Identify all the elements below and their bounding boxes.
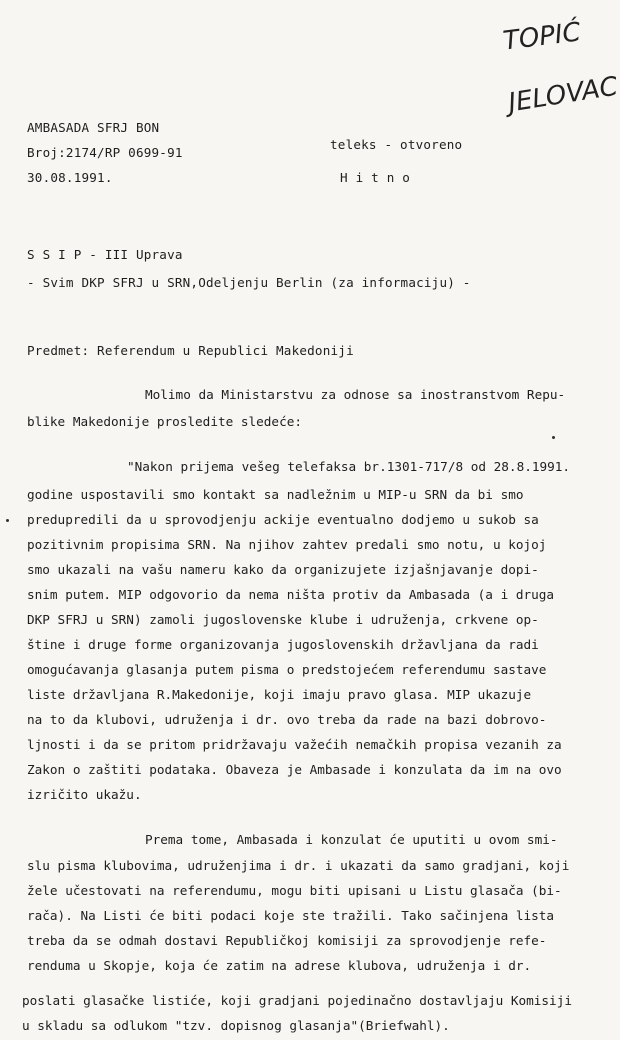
paragraph-line: žele učestovati na referendumu, mogu biti upisani u Listu glasača (bi- bbox=[27, 883, 562, 898]
quote-line: godine uspostavili smo kontakt sa nadležnim u MIP-u SRN da bi smo bbox=[27, 487, 524, 502]
quote-line: DKP SFRJ u SRN) zamoli jugoslovenske klube i udruženja, crkvene op- bbox=[27, 612, 539, 627]
recipient-line1: S S I P - III Uprava bbox=[27, 247, 183, 262]
reference-number: Broj:2174/RP 0699-91 bbox=[27, 145, 183, 160]
quote-line: pozitivnim propisima SRN. Na njihov zahtev predali smo notu, u kojoj bbox=[27, 537, 547, 552]
quote-line: omogućavanja glasanja putem pisma o predstojećem referendumu sastave bbox=[27, 662, 547, 677]
quote-line: liste državljana R.Makedonije, koji imaju pravo glasa. MIP ukazuje bbox=[27, 687, 532, 702]
sender-line: AMBASADA SFRJ BON bbox=[27, 120, 160, 135]
quote-line: smo ukazali na vašu nameru kako da organizujete izjašnjavanje dopi- bbox=[27, 562, 539, 577]
recipient-line2: - Svim DKP SFRJ u SRN,Odeljenju Berlin (za informaciju) - bbox=[27, 275, 471, 290]
quote-line: na to da klubovi, udruženja i dr. ovo treba da rade na bazi dobrovo- bbox=[27, 712, 547, 727]
paragraph-line: renduma u Skopje, koja će zatim na adrese klubova, udruženja i dr. bbox=[27, 958, 532, 973]
quote-line: Zakon o zaštiti podataka. Obaveza je Ambasade i konzulata da im na ovo bbox=[27, 762, 562, 777]
ink-dot-mark bbox=[552, 436, 555, 439]
handwritten-note-line2: JELOVAC bbox=[506, 71, 620, 119]
quote-line: ljnosti i da se pritom pridržavaju važećih nemačkih propisa vezanih za bbox=[27, 737, 562, 752]
paragraph-line: u skladu sa odlukom "tzv. dopisnog glasanja"(Briefwahl). bbox=[22, 1018, 450, 1033]
intro-line: Molimo da Ministarstvu za odnose sa inostranstvom Repu- bbox=[145, 387, 566, 402]
paragraph-line: slu pisma klubovima, udruženjima i dr. i ukazati da samo gradjani, koji bbox=[27, 858, 570, 873]
document-date: 30.08.1991. bbox=[27, 170, 113, 185]
quote-line: štine i druge forme organizovanja jugoslovenskih državljana da radi bbox=[27, 637, 539, 652]
paragraph-line: treba da se odmah dostavi Republičkoj komisiji za sprovodjenje refe- bbox=[27, 933, 547, 948]
subject-line: Predmet: Referendum u Republici Makedoniji bbox=[27, 343, 354, 358]
quote-line: "Nakon prijema vešeg telefaksa br.1301-717/8 od 28.8.1991. bbox=[127, 459, 571, 474]
quote-line: predupredili da u sprovodjenju ackije eventualno dodjemo u sukob sa bbox=[27, 512, 539, 527]
quote-line: snim putem. MIP odgovorio da nema ništa protiv da Ambasada (a i druga bbox=[27, 587, 555, 602]
ink-dot-mark bbox=[6, 519, 9, 522]
quote-line: izričito ukažu. bbox=[27, 787, 142, 802]
paragraph-line: poslati glasačke listiće, koji gradjani pojedinačno dostavljaju Komisiji bbox=[22, 993, 572, 1008]
handwritten-note-line1: TOPIĆ bbox=[501, 17, 583, 57]
telex-status: teleks - otvoreno bbox=[330, 137, 463, 152]
paragraph-line: Prema tome, Ambasada i konzulat će uputiti u ovom smi- bbox=[145, 832, 558, 847]
urgent-label: H i t n o bbox=[340, 170, 411, 185]
paragraph-line: rača). Na Listi će biti podaci koje ste tražili. Tako sačinjena lista bbox=[27, 908, 555, 923]
intro-line: blike Makedonije prosledite sledeće: bbox=[27, 414, 302, 429]
